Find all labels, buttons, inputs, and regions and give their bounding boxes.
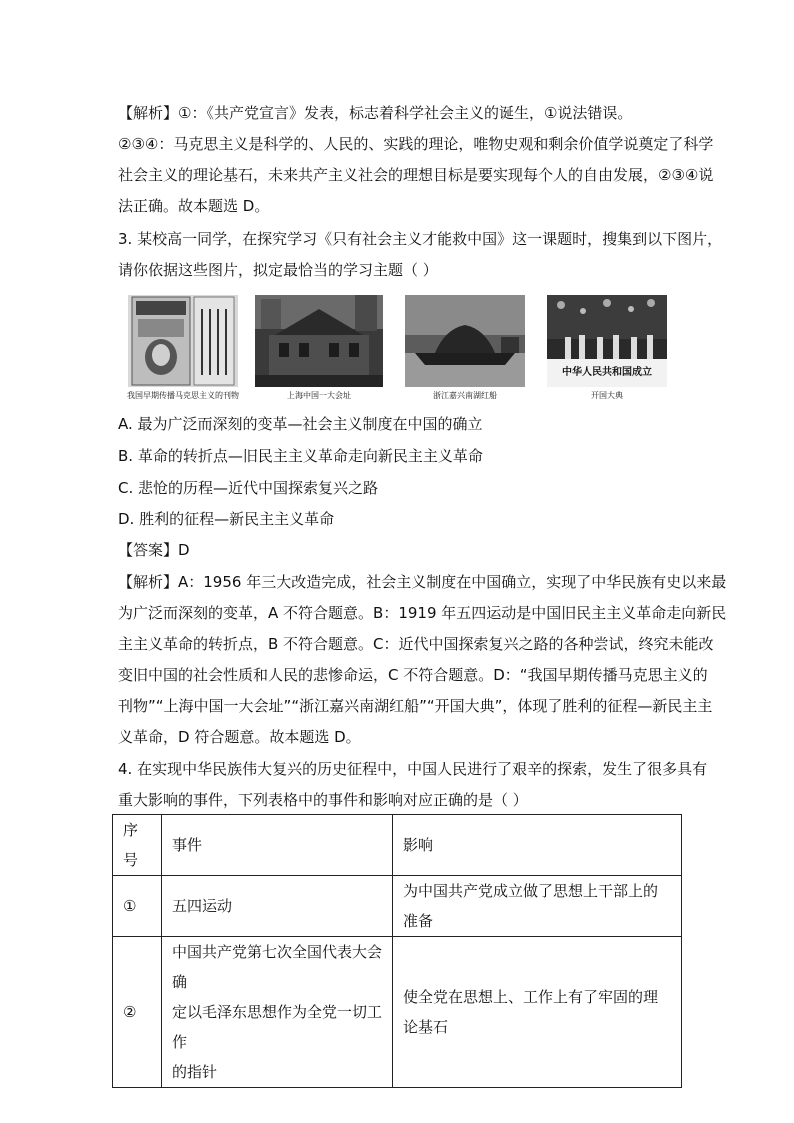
photo-overlay-text: 中华人民共和国成立	[562, 367, 652, 378]
congress-site-photo	[255, 295, 383, 387]
question-4-stem: 重大影响的事件，下列表格中的事件和影响对应正确的是（ ）	[118, 791, 528, 809]
analysis-line: 变旧中国的社会性质和人民的悲惨命运，C 不符合题意。D：“我国早期传播马克思主义的	[118, 666, 708, 684]
event-text: 五四运动	[172, 897, 233, 915]
analysis-line: 社会主义的理论基石，未来共产主义社会的理想目标是要实现每个人的自由发展，②③④说	[118, 166, 714, 184]
row-no: ②	[113, 937, 162, 1088]
analysis-line: 刊物”“上海中国一大会址”“浙江嘉兴南湖红船”“开国大典”，体现了胜利的征程—新民主主	[118, 697, 713, 715]
analysis-line: 法正确。故本题选 D。	[118, 197, 270, 215]
analysis-line: ②③④：马克思主义是科学的、人民的、实践的理论，唯物史观和剩余价值学说奠定了科学	[118, 135, 714, 153]
table-row	[113, 937, 682, 1088]
journal-cover-photo	[128, 295, 238, 387]
photo-caption: 开国大典	[591, 391, 623, 400]
row-event	[162, 876, 393, 937]
option-d: D. 胜利的征程—新民主主义革命	[118, 510, 335, 528]
analysis-line: 主主义革命的转折点，B 不符合题意。C：近代中国探索复兴之路的各种尝试，终究未能改	[118, 635, 714, 653]
analysis-line: 义革命，D 符合题意。故本题选 D。	[118, 728, 361, 746]
founding-ceremony-photo	[547, 295, 667, 387]
table-header-row	[113, 815, 682, 876]
answer: 【答案】D	[118, 541, 190, 559]
question-3-stem: 请你依据这些图片，拟定最恰当的学习主题（ ）	[118, 261, 438, 279]
row-impact: 为中国共产党成立做了思想上干部上的准备	[393, 876, 682, 937]
option-c: C. 悲怆的历程—近代中国探索复兴之路	[118, 479, 379, 497]
header-impact: 影响	[393, 815, 682, 876]
row-no: ①	[113, 876, 162, 937]
analysis-line: 【解析】①：《共产党宣言》发表，标志着科学社会主义的诞生，①说法错误。	[118, 104, 633, 122]
event-text: 的指针	[172, 1063, 218, 1081]
red-boat-photo	[405, 295, 525, 387]
photo-caption: 上海中国一大会址	[287, 391, 351, 400]
analysis-line: 为广泛而深刻的变革，A 不符合题意。B：1919 年五四运动是中国旧民主主义革命走向新民	[118, 604, 727, 622]
photo-caption: 浙江嘉兴南湖红船	[433, 391, 497, 400]
row-event	[162, 937, 393, 1088]
events-table	[112, 814, 682, 1088]
question-3-stem: 3. 某校高一同学，在探究学习《只有社会主义才能救中国》这一课题时，搜集到以下图片，	[118, 230, 723, 248]
option-a: A. 最为广泛而深刻的变革—社会主义制度在中国的确立	[118, 415, 483, 433]
photo-caption: 我国早期传播马克思主义的刊物	[127, 391, 239, 400]
header-event: 事件	[162, 815, 393, 876]
event-text: 中国共产党第七次全国代表大会确	[172, 943, 383, 991]
header-no: 序号	[113, 815, 162, 876]
option-b: B. 革命的转折点—旧民主主义革命走向新民主主义革命	[118, 447, 483, 465]
event-text: 定以毛泽东思想作为全党一切工作	[172, 1003, 383, 1051]
row-impact: 使全党在思想上、工作上有了牢固的理论基石	[393, 937, 682, 1088]
table-row	[113, 876, 682, 937]
question-4-stem: 4. 在实现中华民族伟大复兴的历史征程中，中国人民进行了艰辛的探索，发生了很多具有	[118, 760, 708, 778]
analysis-line: 【解析】A：1956 年三大改造完成，社会主义制度在中国确立，实现了中华民族有史以来最	[118, 573, 727, 591]
